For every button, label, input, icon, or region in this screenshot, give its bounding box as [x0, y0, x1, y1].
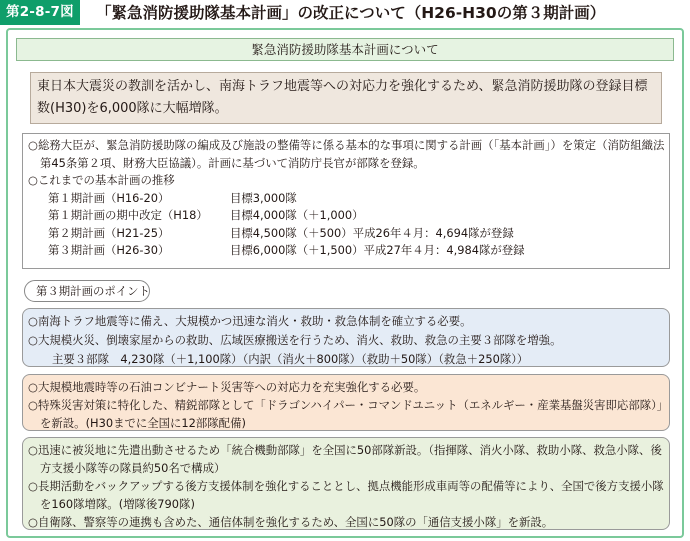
point-line: ○長期活動をバックアップする後方支援体制を強化することとし、拠点機能形成車両等の配備等により、全国で後方支援小隊を160隊増隊。(増隊後790隊) — [28, 479, 664, 511]
intro-line: 東日本大震災の教訓を活かし、南海トラフ地震等への対応力を強化するため、緊急消防援助隊の登録目標 — [37, 79, 648, 94]
history-target: 目標3,000隊 — [230, 190, 297, 205]
plan-text-line: ○総務大臣が、緊急消防援助隊の編成及び施設の整備等に係る基本的な事項に関する計画（「基本計画」）を策定（消防組織法 — [28, 138, 665, 152]
intro-summary-box — [30, 72, 662, 124]
point-line: 主要３部隊 4,230隊（＋1,100隊）（内訳（消火＋800隊）（救助＋50隊）（救急＋250隊）） — [52, 352, 529, 366]
history-target: 目標4,000隊（＋1,000） — [230, 208, 364, 222]
plan-text-line: 第45条第２項、財務大臣協議）。計画に基づいて消防庁長官が部隊を登録。 — [40, 155, 425, 170]
history-target: 目標4,500隊（＋500）平成26年４月：4,694隊が登録 — [230, 225, 514, 240]
history-target: 目標6,000隊（＋1,500）平成27年４月：4,984隊が登録 — [230, 243, 525, 257]
intro-line: 数(H30)を6,000隊に大幅増隊。 — [37, 101, 228, 116]
figure-title: 「緊急消防援助隊基本計画」の改正について（H26-H30の第３期計画） — [96, 4, 606, 22]
history-row — [28, 207, 665, 225]
point-line: ○特殊災害対策に特化した、精鋭部隊として「ドラゴンハイパー・コマンドユニット（エネルギー・産業基盤災害即応部隊）」を新設。(H30までに全国に12部隊配備) — [28, 398, 663, 430]
point-line: ○大規模火災、倒壊家屋からの救助、広域医療搬送を行うため、消火、救助、救急の主要３部隊を増強。 — [28, 333, 562, 347]
history-plan: 第１期計画の期中改定（H18） — [48, 208, 208, 222]
points-label: 第３期計画のポイント — [24, 280, 150, 302]
point-box-special-disaster — [22, 374, 670, 431]
history-row — [28, 242, 665, 260]
basic-plan-box — [22, 133, 670, 269]
point-line: ○自衛隊、警察等の連携も含めた、通信体制を強化するため、全国に50隊の「通信支援小隊」を新設。 — [28, 515, 554, 529]
section-heading: 緊急消防援助隊基本計画について — [16, 38, 674, 61]
point-line: ○南海トラフ地震等に備え、大規模かつ迅速な消火・救助・救急体制を確立する必要。 — [28, 314, 472, 328]
history-row — [28, 225, 665, 243]
history-plan: 第３期計画（H26-30） — [48, 243, 170, 257]
figure-number-badge: 第2-8-7図 — [0, 0, 80, 25]
point-line: ○迅速に被災地に先遣出動させるため「統合機動部隊」を全国に50部隊新設。（指揮隊、消火小隊、救助小隊、救急小隊、後方支援小隊等の隊員約50名で構成） — [28, 443, 662, 475]
point-line: ○大規模地震時等の石油コンビナート災害等への対応力を充実強化する必要。 — [28, 380, 426, 394]
history-plan: 第２期計画（H21-25） — [48, 225, 170, 240]
point-box-support-units — [22, 437, 670, 530]
history-plan: 第１期計画（H16-20） — [48, 190, 170, 205]
point-box-main-units — [22, 308, 670, 367]
history-row — [28, 190, 665, 208]
history-heading: ○これまでの基本計画の推移 — [28, 173, 175, 187]
